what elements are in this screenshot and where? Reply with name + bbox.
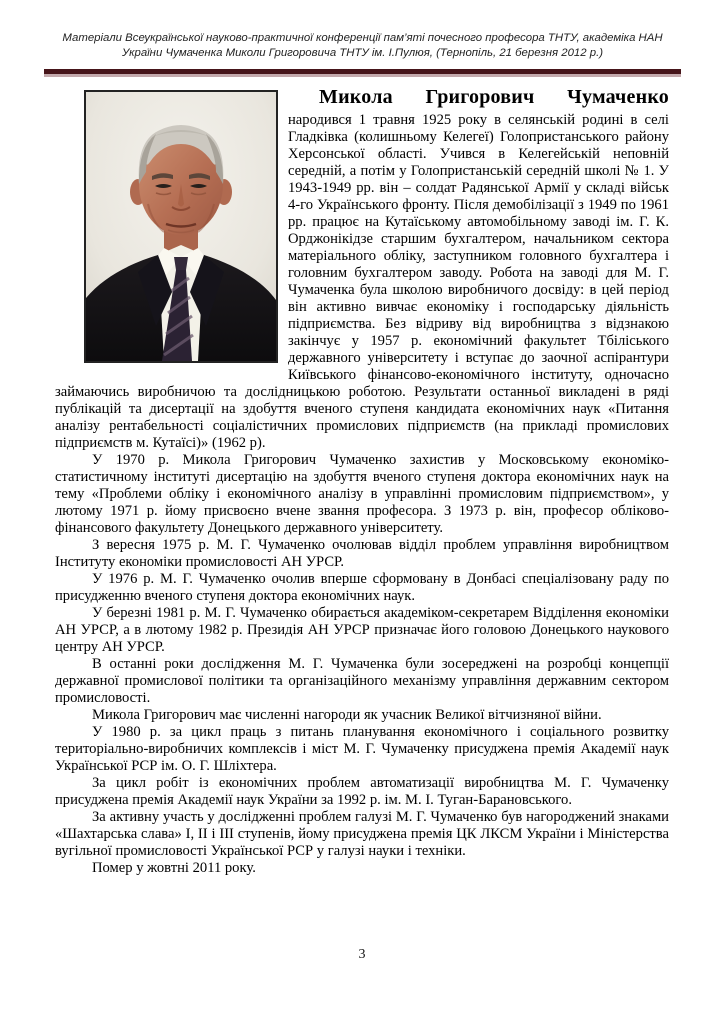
biography-paragraph-3: З вересня 1975 р. М. Г. Чумаченко очолював відділ проблем управління виробництвом Інституту економіки промисловості АН УРСР. — [55, 537, 669, 570]
biography-paragraph-7: Микола Григорович має численні нагороди як учасник Великої вітчизняної війни. — [92, 707, 602, 723]
biography-paragraph-10: За активну участь у дослідженні проблем галузі М. Г. Чумаченко був нагороджений знаками «Шахтарська слава» I, II і III ступенів, йому присуджена премія ЦК ЛКСМ України і Міністерства вугільної промисловості Української РСР у галузі науки і техніки. — [55, 809, 669, 859]
biography-paragraph-11: Помер у жовтні 2011 року. — [92, 860, 256, 876]
running-head-line2: України Чумаченка Миколи Григоровича ТНТУ ім. І.Пулюя, (Тернопіль, 21 березня 2012 р.) — [121, 46, 604, 59]
biography-paragraph-5: У березні 1981 р. М. Г. Чумаченко обирається академіком-секретарем Відділення економіки АН УРСР, а в лютому 1982 р. Президія АН УРСР призначає його головою Донецького наукового центру АН УРСР. — [55, 605, 669, 655]
biography-paragraph-1: народився 1 травня 1925 року в селянській родині в селі Гладківка (колишньому Келегеї) Голопристанського району Херсонської області. Учився в Келегейській неповній середній, а потім у Голопристанській середній школі № 1. У 1943-1949 рр. він – солдат Радянської Армії у складі військ 4-го Українського фронту. Після демобілізації з 1949 по 1961 рр. працює на Кутаїському автомобільному заводі ім. Г. К. Орджонікідзе старшим бухгалтером, начальником сектора матеріального обліку, заступником головного бухгалтера і головним бухгалтером заводу. Робота на заводі для М. Г. Чумаченка була школою виробничого досвіду: в цей період він активно вивчає економіку і господарську діяльність підприємства. Без відриву від виробництва з відзнакою закінчує у 1957 р. економічний факультет Тбіліського державного університету і вступає до заочної аспірантури Київського фінансово-економічного інституту, одночасно займаючись виробничою та дослідницькою роботою. Результати останньої викладені в ряді публікацій та дисертації на здобуття вченого ступеня кандидата економічних наук «Питання аналізу рентабельності соціалістичних промислових підприємств (на прикладі промислових підприємств м. Кутаїсі)» (1962 р). — [55, 112, 669, 451]
biography-paragraph-8: У 1980 р. за цикл праць з питань планування економічного і соціального розвитку територіально-виробничих комплексів і міст М. Г. Чумаченку присуджена премія Академії наук Української РСР ім. О. Г. Шліхтера. — [55, 724, 669, 774]
biography-paragraph-2: У 1970 р. Микола Григорович Чумаченко захистив у Московському економіко-статистичному інституті дисертацію на здобуття вченого ступеня доктора економічних наук на тему «Проблеми обліку і економічного аналізу в управлінні промисловим підприємством», у лютому 1971 р. йому присвоєно вчене звання професора. З 1973 р. він, професор обліково-фінансового факультету Донецького державного університету. — [55, 452, 669, 536]
page-title: Микола Григорович Чумаченко — [319, 86, 669, 108]
header-divider-rule — [44, 69, 681, 77]
biography-paragraph-9: За цикл робіт із економічних проблем автоматизації виробництва М. Г. Чумаченку присуджена премія Академії наук України за 1992 р. ім. М. І. Туган-Барановського. — [55, 775, 669, 808]
biography-article — [55, 84, 669, 877]
running-head-line1: Матеріали Всеукраїнської науково-практичної конференції пам’яті почесного професора ТНТУ, академіка НАН — [62, 32, 663, 44]
biography-paragraph-6: В останні роки дослідження М. Г. Чумаченка були зосереджені на розробці концепції державної промислової політики та організаційного механізму управління державним сектором промисловості. — [55, 656, 669, 706]
page-number: 3 — [358, 947, 366, 962]
biography-paragraph-4: У 1976 р. М. Г. Чумаченко очолив вперше сформовану в Донбасі спеціалізовану раду по присудженню вченого ступеня доктора економічних наук. — [55, 571, 669, 604]
running-head — [44, 31, 681, 60]
portrait-photo — [84, 90, 278, 363]
